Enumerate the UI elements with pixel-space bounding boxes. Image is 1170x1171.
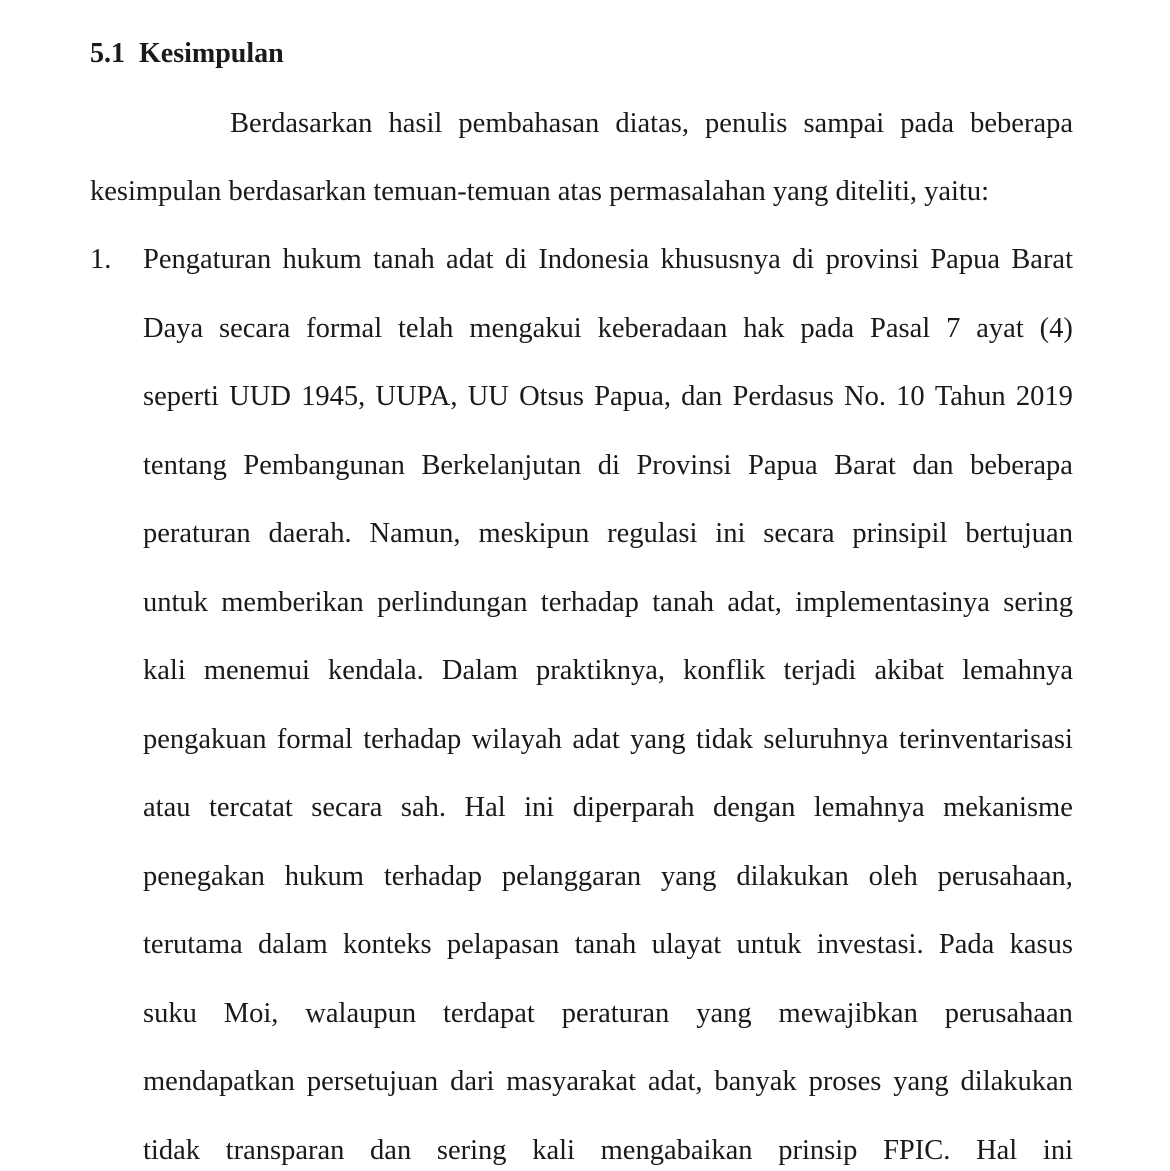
list-item-line: peraturan daerah. Namun, meskipun regulasi ini secara prinsipil bertujuan: [143, 518, 1073, 549]
intro-line: Berdasarkan hasil pembahasan diatas, penulis sampai pada beberapa: [230, 108, 1073, 139]
list-item-line: penegakan hukum terhadap pelanggaran yang dilakukan oleh perusahaan,: [143, 860, 1073, 892]
list-item-line: tentang Pembangunan Berkelanjutan di Provinsi Papua Barat dan beberapa: [143, 449, 1073, 481]
list-item-line: suku Moi, walaupun terdapat peraturan yang mewajibkan perusahaan: [143, 997, 1073, 1029]
list-item-line: untuk memberikan perlindungan terhadap tanah adat, implementasinya sering: [143, 586, 1073, 618]
list-item-line: terutama dalam konteks pelapasan tanah ulayat untuk investasi. Pada kasus: [143, 929, 1073, 960]
intro-line: kesimpulan berdasarkan temuan-temuan atas permasalahan yang diteliti, yaitu:: [90, 176, 990, 207]
section-number: 5.1: [90, 38, 125, 69]
list-item-line: Daya secara formal telah mengakui keberadaan hak pada Pasal 7 ayat (4): [143, 312, 1073, 344]
list-item-line: mendapatkan persetujuan dari masyarakat adat, banyak proses yang dilakukan: [143, 1066, 1073, 1097]
list-item-line: Pengaturan hukum tanah adat di Indonesia khususnya di provinsi Papua Barat: [143, 244, 1073, 275]
list-item-line: seperti UUD 1945, UUPA, UU Otsus Papua, dan Perdasus No. 10 Tahun 2019: [143, 381, 1073, 412]
list-item-number: 1.: [90, 244, 112, 275]
list-item-line: pengakuan formal terhadap wilayah adat yang tidak seluruhnya terinventarisasi: [143, 723, 1073, 755]
list-item-line: atau tercatat secara sah. Hal ini diperparah dengan lemahnya mekanisme: [143, 792, 1073, 823]
section-title: Kesimpulan: [139, 38, 284, 69]
list-item-line: tidak transparan dan sering kali mengabaikan prinsip FPIC. Hal ini: [143, 1134, 1073, 1166]
list-item-line: kali menemui kendala. Dalam praktiknya, konflik terjadi akibat lemahnya: [143, 655, 1073, 686]
section-heading: [90, 36, 284, 72]
